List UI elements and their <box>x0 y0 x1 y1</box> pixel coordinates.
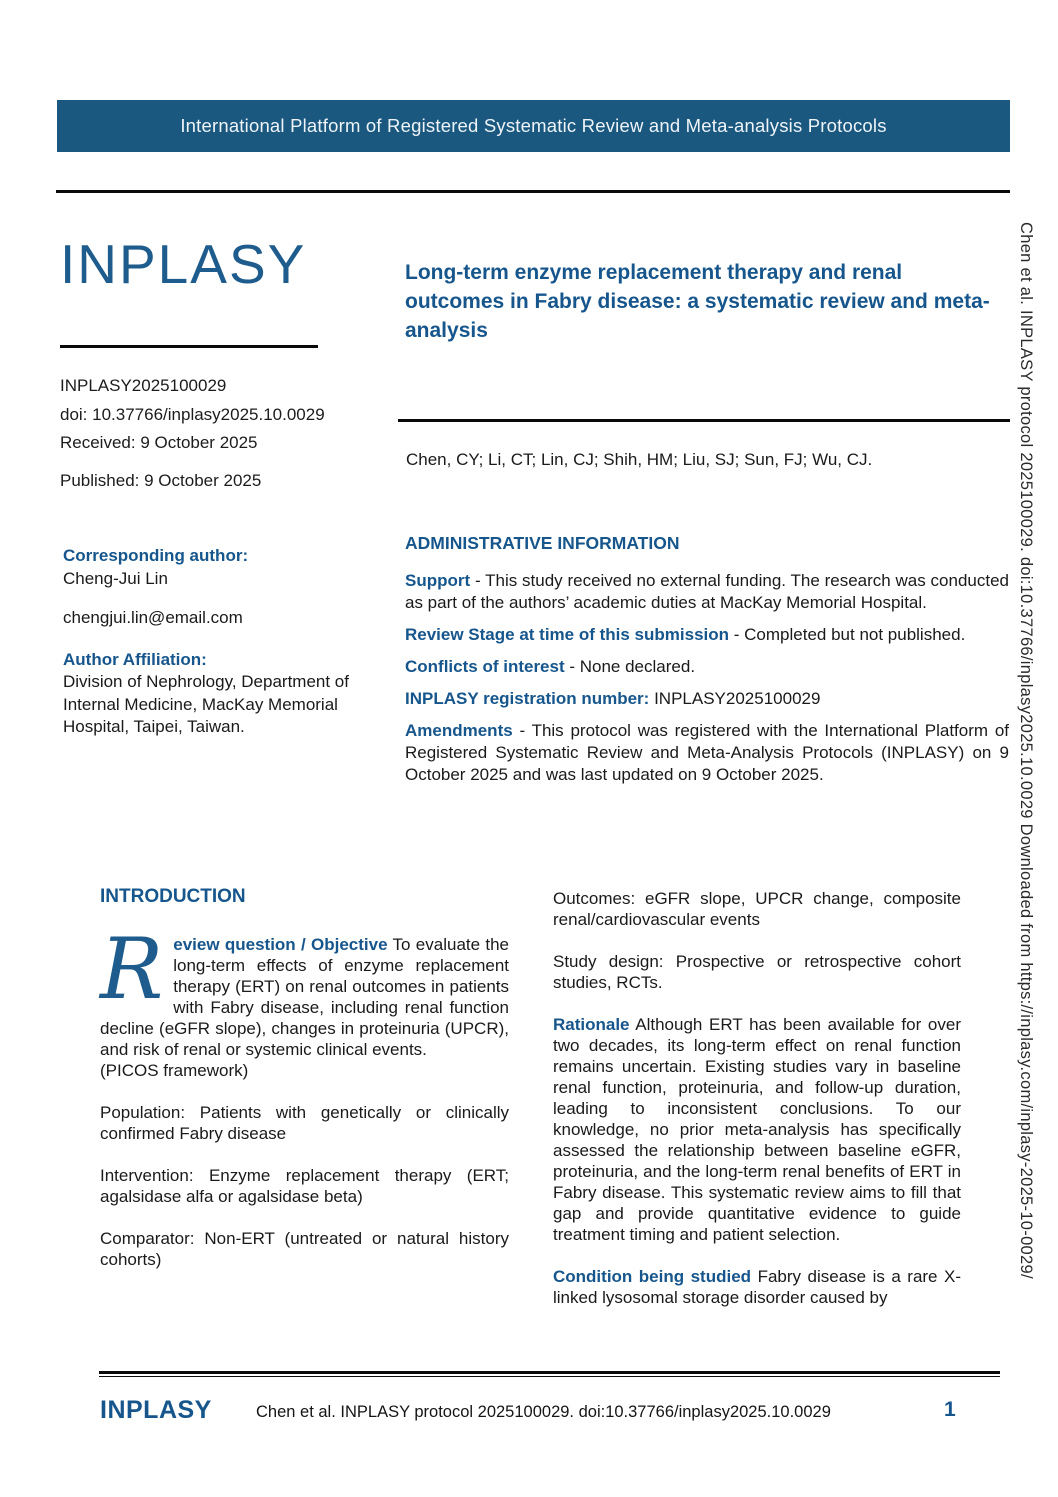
corresponding-author-name: Cheng-Jui Lin <box>63 568 168 588</box>
author-info-panel <box>63 545 368 739</box>
objective-text: To evaluate the long-term effects of enzyme replacement therapy (ERT) on renal outcomes in patients with Fabry disease, including renal function decline (eGFR slope), changes in proteinuria (UPCR), and risk of renal or systemic clinical events. <box>100 935 509 1059</box>
vertical-citation-watermark: Chen et al. INPLASY protocol 2025100029. doi:10.37766/inplasy2025.10.0029 Downloaded from https://inplasy.com/inplasy-2025-10-0029/ <box>1017 222 1035 1279</box>
outcomes-paragraph: Outcomes: eGFR slope, UPCR change, composite renal/cardiovascular events <box>553 889 961 929</box>
study-design-paragraph: Study design: Prospective or retrospective cohort studies, RCTs. <box>553 952 961 992</box>
introduction-heading: INTRODUCTION <box>100 886 246 907</box>
registration-id: INPLASY2025100029 <box>60 376 227 395</box>
footer-inplasy-logo: INPLASY <box>100 1396 212 1424</box>
inplasy-logo: INPLASY <box>60 233 307 295</box>
admin-heading: ADMINISTRATIVE INFORMATION <box>405 533 680 553</box>
affiliation-label: Author Affiliation: <box>63 649 207 669</box>
registration-number: INPLASY2025100029 <box>654 689 821 708</box>
objective-label: eview question / Objective <box>173 935 388 954</box>
support-text: - This study received no external funding. The research was conducted as part of the authors’ academic duties at MacKay Memorial Hospital. <box>405 571 1009 612</box>
condition-paragraph <box>553 1266 961 1308</box>
introduction-column-right <box>553 888 961 1308</box>
picos-line: (PICOS framework) <box>100 1061 249 1080</box>
dropcap-letter: R <box>100 920 164 1018</box>
review-stage-text: - Completed but not published. <box>733 625 966 644</box>
intervention-paragraph: Intervention: Enzyme replacement therapy (ERT; agalsidase alfa or agalsidase beta) <box>100 1166 509 1206</box>
footer-divider <box>99 1371 1000 1377</box>
amendments-label: Amendments <box>405 721 513 740</box>
condition-text: Fabry disease is a rare X-linked lysosomal storage disorder caused by <box>553 1267 961 1307</box>
registration-meta <box>60 372 325 495</box>
rationale-text: Although ERT has been available for over two decades, its long-term effect on renal function remains uncertain. Existing studies vary in baseline renal function, proteinuria, and follow-up duration, leading to inconsistent conclusions. To our knowledge, no prior meta-analysis has specifically assessed the relationship between baseline eGFR, proteinuria, and the long-term renal benefits of ERT in Fabry disease. This systematic review aims to fill that gap and provide quantitative evidence to guide treatment timing and patient selection. <box>553 1015 961 1244</box>
platform-banner-text: International Platform of Registered Systematic Review and Meta-analysis Protocols <box>180 115 887 136</box>
platform-banner <box>57 100 1010 152</box>
review-stage-paragraph <box>405 624 1009 646</box>
author-list: Chen, CY; Li, CT; Lin, CJ; Shih, HM; Liu, SJ; Sun, FJ; Wu, CJ. <box>406 450 873 469</box>
footer-citation: Chen et al. INPLASY protocol 2025100029. doi:10.37766/inplasy2025.10.0029 <box>256 1403 831 1421</box>
logo-divider <box>60 345 318 348</box>
published-date: Published: 9 October 2025 <box>60 470 262 490</box>
registration-label: INPLASY registration number: <box>405 689 650 708</box>
footer-page-number: 1 <box>944 1398 956 1421</box>
corresponding-author-email[interactable]: chengjui.lin@email.com <box>63 608 243 627</box>
title-divider <box>398 419 1010 422</box>
received-date: Received: 9 October 2025 <box>60 433 258 452</box>
comparator-paragraph: Comparator: Non-ERT (untreated or natural history cohorts) <box>100 1229 509 1269</box>
introduction-column-left <box>100 920 509 1270</box>
conflicts-paragraph <box>405 656 1009 678</box>
support-paragraph <box>405 570 1009 614</box>
article-title: Long-term enzyme replacement therapy and renal outcomes in Fabry disease: a systematic review and meta-analysis <box>405 261 990 342</box>
rationale-paragraph <box>553 1014 961 1245</box>
affiliation-text: Division of Nephrology, Department of Internal Medicine, MacKay Memorial Hospital, Taipei, Taiwan. <box>63 672 349 736</box>
condition-label: Condition being studied <box>553 1267 752 1286</box>
review-stage-label: Review Stage at time of this submission <box>405 625 730 644</box>
rationale-label: Rationale <box>553 1015 630 1034</box>
administrative-information <box>405 532 1009 796</box>
conflicts-text: - None declared. <box>569 657 696 676</box>
corresponding-author-label: Corresponding author: <box>63 546 249 565</box>
conflicts-label: Conflicts of interest <box>405 657 565 676</box>
amendments-text: - This protocol was registered with the International Platform of Registered Systematic Review and Meta-Analysis Protocols (INPLASY) on 9 October 2025 and was last updated on 9 October 2025. <box>405 721 1009 784</box>
doi-line: doi: 10.37766/inplasy2025.10.0029 <box>60 404 325 424</box>
registration-paragraph <box>405 688 1009 710</box>
header-divider <box>56 190 1010 193</box>
support-label: Support <box>405 571 471 590</box>
objective-paragraph <box>100 920 509 1060</box>
population-paragraph: Population: Patients with genetically or clinically confirmed Fabry disease <box>100 1103 509 1143</box>
amendments-paragraph <box>405 720 1009 786</box>
